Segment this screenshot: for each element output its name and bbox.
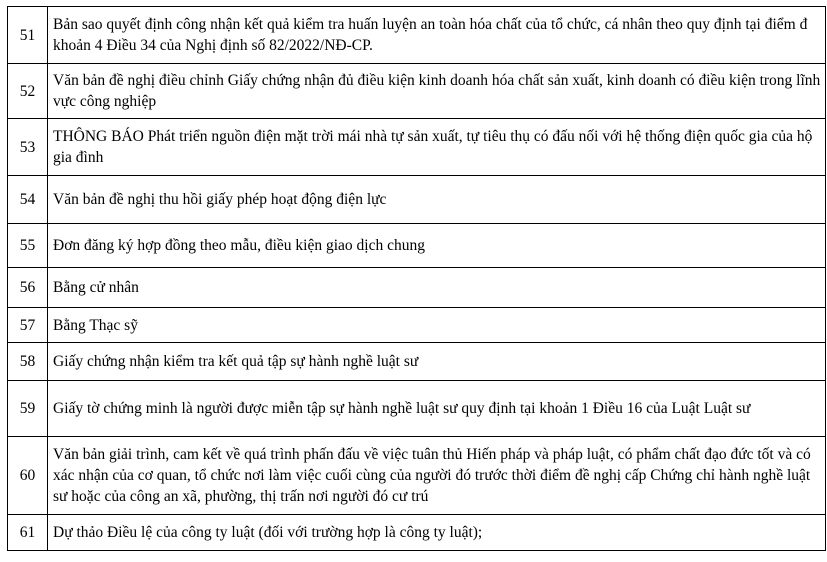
- table-row: [8, 515, 826, 551]
- row-number: 54: [8, 176, 48, 224]
- table-row: [8, 119, 826, 176]
- document-table: [7, 6, 826, 551]
- table-row: [8, 176, 826, 224]
- row-description: Giấy tờ chứng minh là người được miễn tập sự hành nghề luật sư quy định tại khoản 1 Điều 16 của Luật Luật sư: [48, 381, 826, 437]
- table-row: [8, 64, 826, 119]
- row-number: 61: [8, 515, 48, 551]
- row-description: Dự thảo Điều lệ của công ty luật (đối với trường hợp là công ty luật);: [48, 515, 826, 551]
- row-number: 52: [8, 64, 48, 119]
- table-row: [8, 7, 826, 64]
- row-number: 55: [8, 224, 48, 268]
- row-number: 59: [8, 381, 48, 437]
- row-description: THÔNG BÁO Phát triển nguồn điện mặt trời mái nhà tự sản xuất, tự tiêu thụ có đấu nối với hệ thống điện quốc gia của hộ gia đình: [48, 119, 826, 176]
- table-row: [8, 224, 826, 268]
- row-number: 56: [8, 268, 48, 308]
- table-row: [8, 437, 826, 515]
- table-row: [8, 381, 826, 437]
- table-row: [8, 343, 826, 381]
- row-description: Văn bản đề nghị thu hồi giấy phép hoạt động điện lực: [48, 176, 826, 224]
- row-description: Văn bản đề nghị điều chỉnh Giấy chứng nhận đủ điều kiện kinh doanh hóa chất sản xuất, kinh doanh có điều kiện trong lĩnh vực công nghiệp: [48, 64, 826, 119]
- table-row: [8, 308, 826, 343]
- row-description: Văn bản giải trình, cam kết về quá trình phấn đấu về việc tuân thủ Hiến pháp và pháp luật, có phẩm chất đạo đức tốt và có xác nhận của cơ quan, tổ chức nơi làm việc cuối cùng của người đó trước thời điểm đề nghị cấp Chứng chỉ hành nghề luật sư hoặc của công an xã, phường, thị trấn nơi người đó cư trú: [48, 437, 826, 515]
- row-number: 58: [8, 343, 48, 381]
- row-number: 53: [8, 119, 48, 176]
- row-description: Bằng Thạc sỹ: [48, 308, 826, 343]
- row-number: 57: [8, 308, 48, 343]
- table-row: [8, 268, 826, 308]
- row-description: Bằng cử nhân: [48, 268, 826, 308]
- row-description: Bản sao quyết định công nhận kết quả kiểm tra huấn luyện an toàn hóa chất của tổ chức, cá nhân theo quy định tại điểm đ khoản 4 Điều 34 của Nghị định số 82/2022/NĐ-CP.: [48, 7, 826, 64]
- row-number: 60: [8, 437, 48, 515]
- row-description: Giấy chứng nhận kiểm tra kết quả tập sự hành nghề luật sư: [48, 343, 826, 381]
- row-description: Đơn đăng ký hợp đồng theo mẫu, điều kiện giao dịch chung: [48, 224, 826, 268]
- row-number: 51: [8, 7, 48, 64]
